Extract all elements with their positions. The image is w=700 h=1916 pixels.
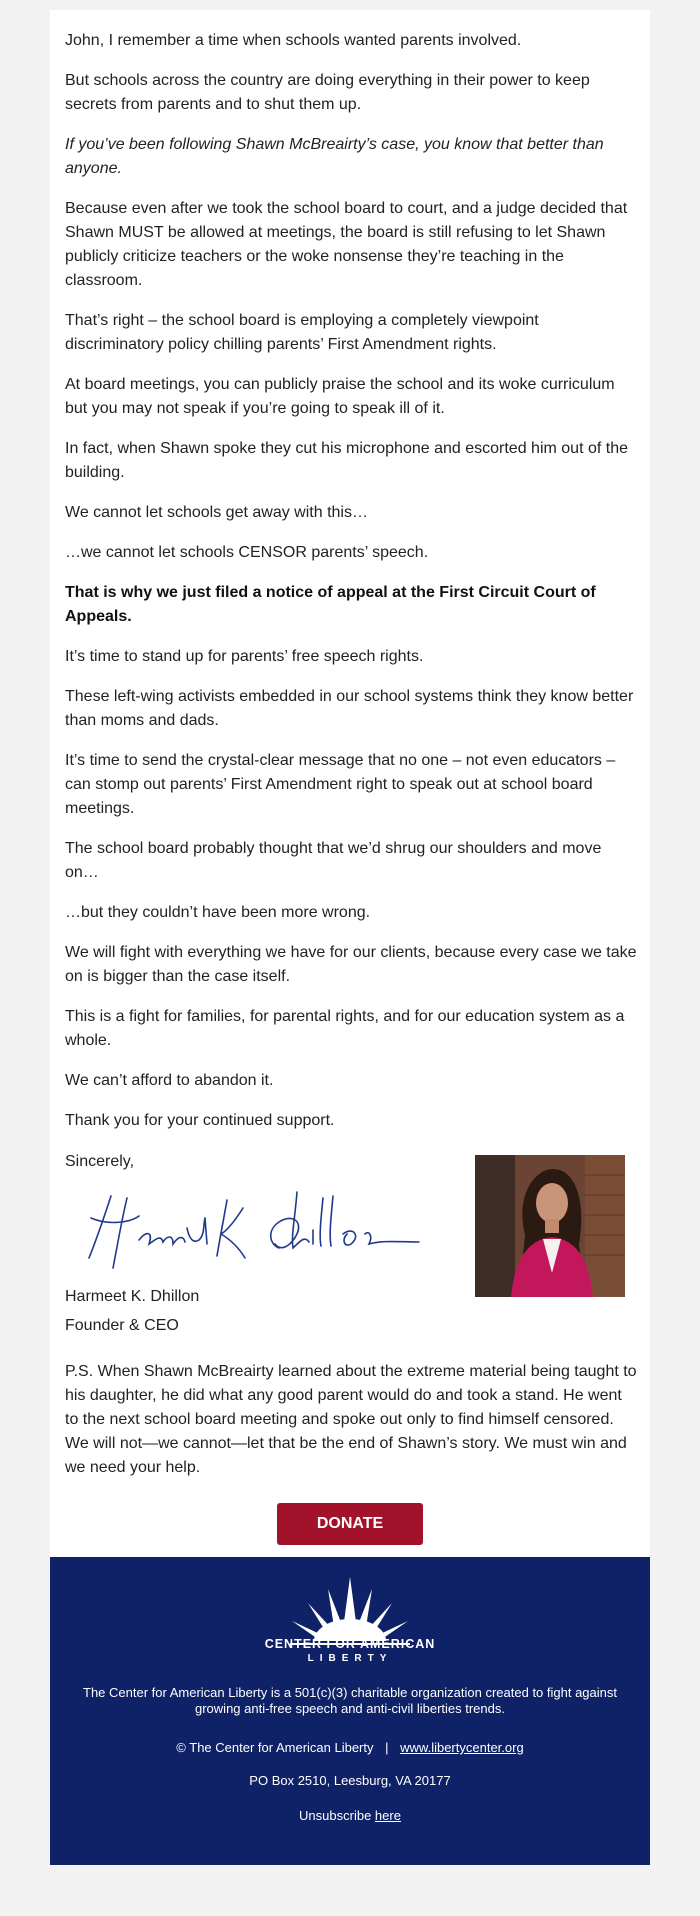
body-paragraph: This is a fight for families, for parental rights, and for our education system as a whole.: [65, 1008, 625, 1049]
body-paragraph: John, I remember a time when schools wanted parents involved.: [65, 32, 522, 49]
email-card: [50, 10, 650, 1865]
author-photo: [475, 1155, 625, 1297]
body-paragraph: Because even after we took the school board to court, and a judge decided that Shawn MUST be allowed at meetings, the board is still refusing to let Shawn publicly criticize teachers or the woke nonsense they’re teaching in the classroom.: [65, 200, 628, 289]
body-paragraph: At board meetings, you can publicly praise the school and its woke curriculum but you may not speak if you’re going to speak ill of it.: [65, 376, 615, 417]
email-body: [65, 29, 637, 1149]
logo-text-line1: CENTER FOR AMERICAN: [264, 1637, 436, 1651]
signoff-block: [65, 1150, 637, 1350]
logo-text-line2: LIBERTY: [307, 1653, 393, 1664]
body-paragraph: It’s time to send the crystal-clear message that no one – not even educators – can stomp out parents’ First Amendment right to speak out at school board meetings.: [65, 752, 616, 817]
website-link[interactable]: www.libertycenter.org: [400, 1740, 524, 1755]
body-paragraph: …we cannot let schools CENSOR parents’ speech.: [65, 544, 429, 561]
footer-copyright-row: [50, 1740, 650, 1756]
body-paragraph: …but they couldn’t have been more wrong.: [65, 904, 371, 921]
unsubscribe-link[interactable]: here: [374, 1808, 401, 1823]
body-paragraph: We will fight with everything we have for our clients, because every case we take on is bigger than the case itself.: [65, 944, 637, 985]
body-paragraph: That’s right – the school board is employing a completely viewpoint discriminatory policy chilling parents’ First Amendment rights.: [65, 312, 539, 353]
body-paragraph: We cannot let schools get away with this…: [65, 504, 368, 521]
signer-title: Founder & CEO: [65, 1317, 179, 1334]
unsubscribe-row: [50, 1808, 650, 1824]
postscript: P.S. When Shawn McBreairty learned about the extreme material being taught to his daughter, he did what any good parent would do and took a stand. He went to the next school board meeting and spoke out only to find himself censored. We will not—we cannot—let that be the end of Shawn’s story. We must win and we need your help.: [65, 1363, 637, 1476]
footer-address: PO Box 2510, Leesburg, VA 20177: [249, 1773, 451, 1788]
body-paragraph: If you’ve been following Shawn McBreairty’s case, you know that better than anyone.: [65, 136, 604, 177]
donate-wrapper: [50, 1503, 650, 1545]
footer: [50, 1557, 650, 1865]
unsubscribe-text: Unsubscribe: [299, 1808, 375, 1823]
body-paragraph: In fact, when Shawn spoke they cut his microphone and escorted him out of the building.: [65, 440, 628, 481]
body-paragraph: The school board probably thought that we’d shrug our shoulders and move on…: [65, 840, 602, 881]
body-paragraph: These left-wing activists embedded in our school systems think they know better than moms and dads.: [65, 688, 634, 729]
signer-name: Harmeet K. Dhillon: [65, 1288, 200, 1305]
body-paragraph: That is why we just filed a notice of appeal at the First Circuit Court of Appeals.: [65, 584, 596, 625]
body-paragraph: But schools across the country are doing everything in their power to keep secrets from parents and to shut them up.: [65, 72, 590, 113]
separator: |: [385, 1740, 389, 1755]
body-paragraph: Thank you for your continued support.: [65, 1112, 335, 1129]
donate-button[interactable]: DONATE: [277, 1503, 423, 1545]
copyright-text: © The Center for American Liberty: [176, 1740, 374, 1755]
signature-image: [69, 1178, 429, 1278]
closing-text: Sincerely,: [65, 1153, 135, 1170]
footer-description: The Center for American Liberty is a 501(c)(3) charitable organization created to fight against growing anti-free speech and anti-civil liberties trends.: [83, 1685, 617, 1716]
body-paragraph: We can’t afford to abandon it.: [65, 1072, 274, 1089]
body-paragraph: It’s time to stand up for parents’ free speech rights.: [65, 648, 424, 665]
